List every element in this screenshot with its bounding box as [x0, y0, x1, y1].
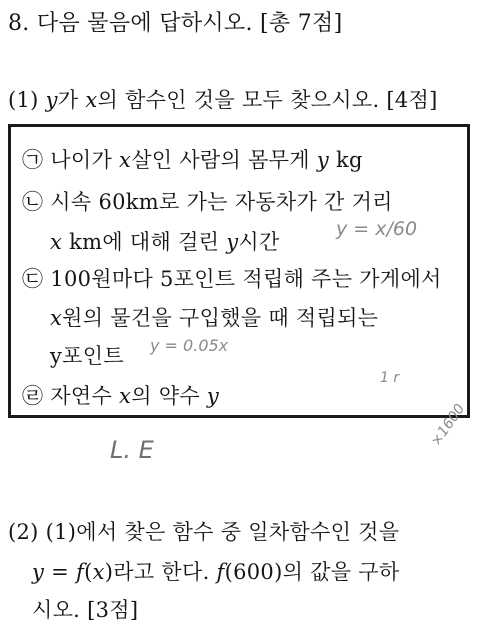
handwritten-diagonal-note: ×1600 [428, 401, 469, 450]
subquestion-2-line2 [32, 556, 399, 586]
choice-a-unit: kg [328, 148, 363, 172]
q2-equals: = [44, 560, 77, 584]
choice-b-text2: km에 대해 걸린 [62, 230, 227, 254]
choice-b-text3: 시간 [238, 230, 280, 254]
choice-c-marker: ㉢ [22, 267, 44, 291]
question-title: 8. 다음 물음에 답하시오. [총 7점] [8, 11, 343, 36]
choice-d [22, 380, 219, 410]
var-x: x [85, 88, 98, 112]
choice-b-var-x: x [50, 230, 63, 254]
choice-c-text3: y포인트 [50, 344, 124, 368]
choice-a [22, 144, 363, 174]
q2-func-f2: f [216, 560, 225, 584]
subquestion-1 [8, 84, 438, 114]
subquestion-1-text-b: 의 함수인 것을 모두 찾으시오. [4점] [97, 88, 438, 112]
choice-c-line1 [22, 263, 442, 293]
choice-c-var-x: x [50, 306, 63, 330]
choice-d-var-x: x [119, 384, 132, 408]
handwritten-note-b: y = x/60 [336, 218, 418, 240]
q2-text-a: )라고 한다. [104, 560, 217, 584]
q2-var-x: x [92, 560, 105, 584]
handwritten-answer: L. E [110, 436, 154, 464]
q2-paren-open: ( [84, 560, 93, 584]
choice-b-var-y: y [226, 230, 239, 254]
choice-b-line1 [22, 186, 393, 216]
subquestion-2-line1: (2) (1)에서 찾은 함수 중 일차함수인 것을 [8, 520, 400, 544]
choice-c-line2 [50, 302, 378, 332]
choice-d-text2: 의 약수 [131, 384, 207, 408]
handwritten-note-c: y = 0.05x [150, 336, 229, 355]
subquestion-2-line3: 시오. [3점] [32, 598, 139, 622]
choice-c-text2: 원의 물건을 구입했을 때 적립되는 [62, 306, 379, 330]
choice-a-text2: 살인 사람의 몸무게 [131, 148, 317, 172]
choice-d-marker: ㉣ [22, 384, 44, 408]
choice-a-text: 나이가 [50, 148, 120, 172]
q2-func-f: f [76, 560, 85, 584]
choice-d-var-y: y [206, 384, 220, 408]
choice-d-text: 자연수 [50, 384, 120, 408]
choice-b-text: 시속 60km로 가는 자동차가 간 거리 [50, 190, 393, 214]
choice-b-marker: ㉡ [22, 190, 44, 214]
handwritten-side-mark: 1 r [380, 370, 400, 386]
var-y: y [45, 88, 58, 112]
choice-c-line3 [50, 340, 124, 370]
subquestion-1-text-a: 가 [57, 88, 86, 112]
q2-var-y: y [32, 560, 45, 584]
choice-c-text: 100원마다 5포인트 적립해 주는 가게에서 [50, 267, 442, 291]
subquestion-1-prefix: (1) [8, 88, 46, 112]
q2-text-b: (600)의 값을 구하 [224, 560, 400, 584]
choice-b-line2 [50, 226, 280, 256]
choice-a-marker: ㉠ [22, 148, 44, 172]
choice-a-var-x: x [119, 148, 132, 172]
choice-a-var-y: y [316, 148, 329, 172]
